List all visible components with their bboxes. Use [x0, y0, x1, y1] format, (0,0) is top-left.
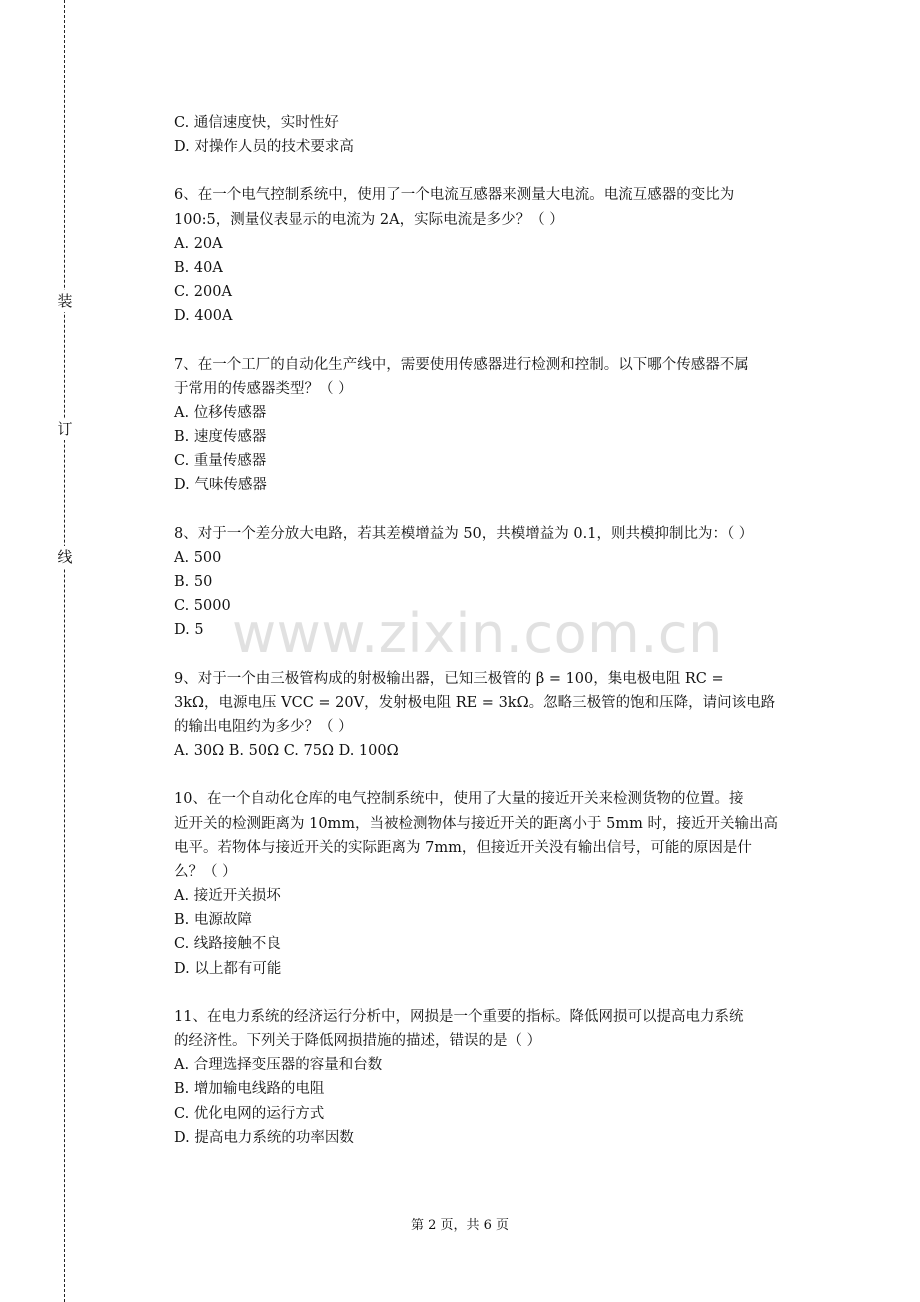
answer-option: D. 提高电力系统的功率因数	[174, 1129, 354, 1146]
question-stem-line: 于常用的传感器类型？（ ）	[174, 380, 353, 397]
question-block	[174, 787, 834, 981]
question-stem-line: 电平。若物体与接近开关的实际距离为 7mm，但接近开关没有输出信号，可能的原因是什	[174, 839, 752, 856]
answer-option: A. 位移传感器	[174, 404, 267, 421]
question-stem-line: 么？（ ）	[174, 863, 237, 880]
question-block	[174, 353, 834, 498]
answer-option: B. 50	[174, 574, 213, 590]
answer-option: A. 20A	[174, 235, 223, 252]
question-gap	[174, 329, 834, 353]
answer-option: A. 接近开关损坏	[174, 888, 281, 905]
answer-option: B. 增加输电线路的电阻	[174, 1081, 325, 1098]
answer-option: C. 重量传感器	[174, 453, 267, 470]
answer-option: D. 气味传感器	[174, 477, 267, 494]
answer-option: C. 线路接触不良	[174, 936, 281, 953]
answer-option: C. 5000	[174, 598, 231, 615]
binding-char-xian: 线	[57, 548, 73, 566]
question-stem-line: 的经济性。下列关于降低网损措施的描述，错误的是（ ）	[174, 1033, 542, 1049]
answer-option: D. 以上都有可能	[174, 960, 282, 977]
answer-option: B. 40A	[174, 259, 223, 276]
question-block	[174, 1005, 834, 1150]
answer-option: C. 200A	[174, 284, 232, 301]
question-stem-line: 近开关的检测距离为 10mm，当被检测物体与接近开关的距离小于 5mm 时，接近开关输出高	[174, 815, 778, 832]
answer-option: B. 电源故障	[174, 912, 252, 929]
question-gap	[174, 498, 834, 522]
answer-option: B. 速度传感器	[174, 429, 267, 446]
question-block	[174, 183, 834, 328]
answer-option: A. 500	[174, 549, 222, 566]
question-block	[174, 111, 834, 159]
answer-option: A. 30Ω B. 50Ω C. 75Ω D. 100Ω	[174, 743, 399, 760]
watermark: www.zixin.com.cn	[232, 602, 723, 665]
answer-option: A. 合理选择变压器的容量和台数	[174, 1057, 383, 1074]
question-stem-line: 100:5，测量仪表显示的电流为 2A，实际电流是多少？（ ）	[174, 211, 564, 228]
question-stem-line: 11、在电力系统的经济运行分析中，网损是一个重要的指标。降低网损可以提高电力系统	[174, 1008, 744, 1025]
binding-char-ding: 订	[57, 420, 73, 438]
binding-char-zhuang: 装	[57, 292, 73, 310]
binding-dashed-line	[64, 0, 65, 1302]
question-stem-line: 3kΩ，电源电压 VCC = 20V，发射极电阻 RE = 3kΩ。忽略三极管的饱和压降，请问该电路	[174, 694, 776, 711]
question-stem-line: 的输出电阻约为多少？（ ）	[174, 718, 353, 735]
answer-option: D. 对操作人员的技术要求高	[174, 139, 354, 156]
question-gap	[174, 159, 834, 183]
question-block	[174, 667, 834, 764]
page-footer: 第 2 页，共 6 页	[410, 1218, 510, 1233]
answer-option: D. 5	[174, 622, 204, 639]
question-stem-line: 7、在一个工厂的自动化生产线中，需要使用传感器进行检测和控制。以下哪个传感器不属	[174, 356, 749, 373]
question-stem-line: 10、在一个自动化仓库的电气控制系统中，使用了大量的接近开关来检测货物的位置。接	[174, 791, 744, 808]
question-stem-line: 9、对于一个由三极管构成的射极输出器，已知三极管的 β = 100，集电极电阻 RC =	[174, 670, 724, 687]
question-gap	[174, 981, 834, 1005]
question-stem-line: 8、对于一个差分放大电路，若其差模增益为 50，共模增益为 0.1，则共模抑制比为：（ ）	[174, 525, 754, 542]
answer-option: C. 通信速度快，实时性好	[174, 115, 339, 131]
answer-option: C. 优化电网的运行方式	[174, 1105, 325, 1122]
question-gap	[174, 763, 834, 787]
answer-option: D. 400A	[174, 308, 233, 325]
question-stem-line: 6、在一个电气控制系统中，使用了一个电流互感器来测量大电流。电流互感器的变比为	[174, 187, 735, 204]
